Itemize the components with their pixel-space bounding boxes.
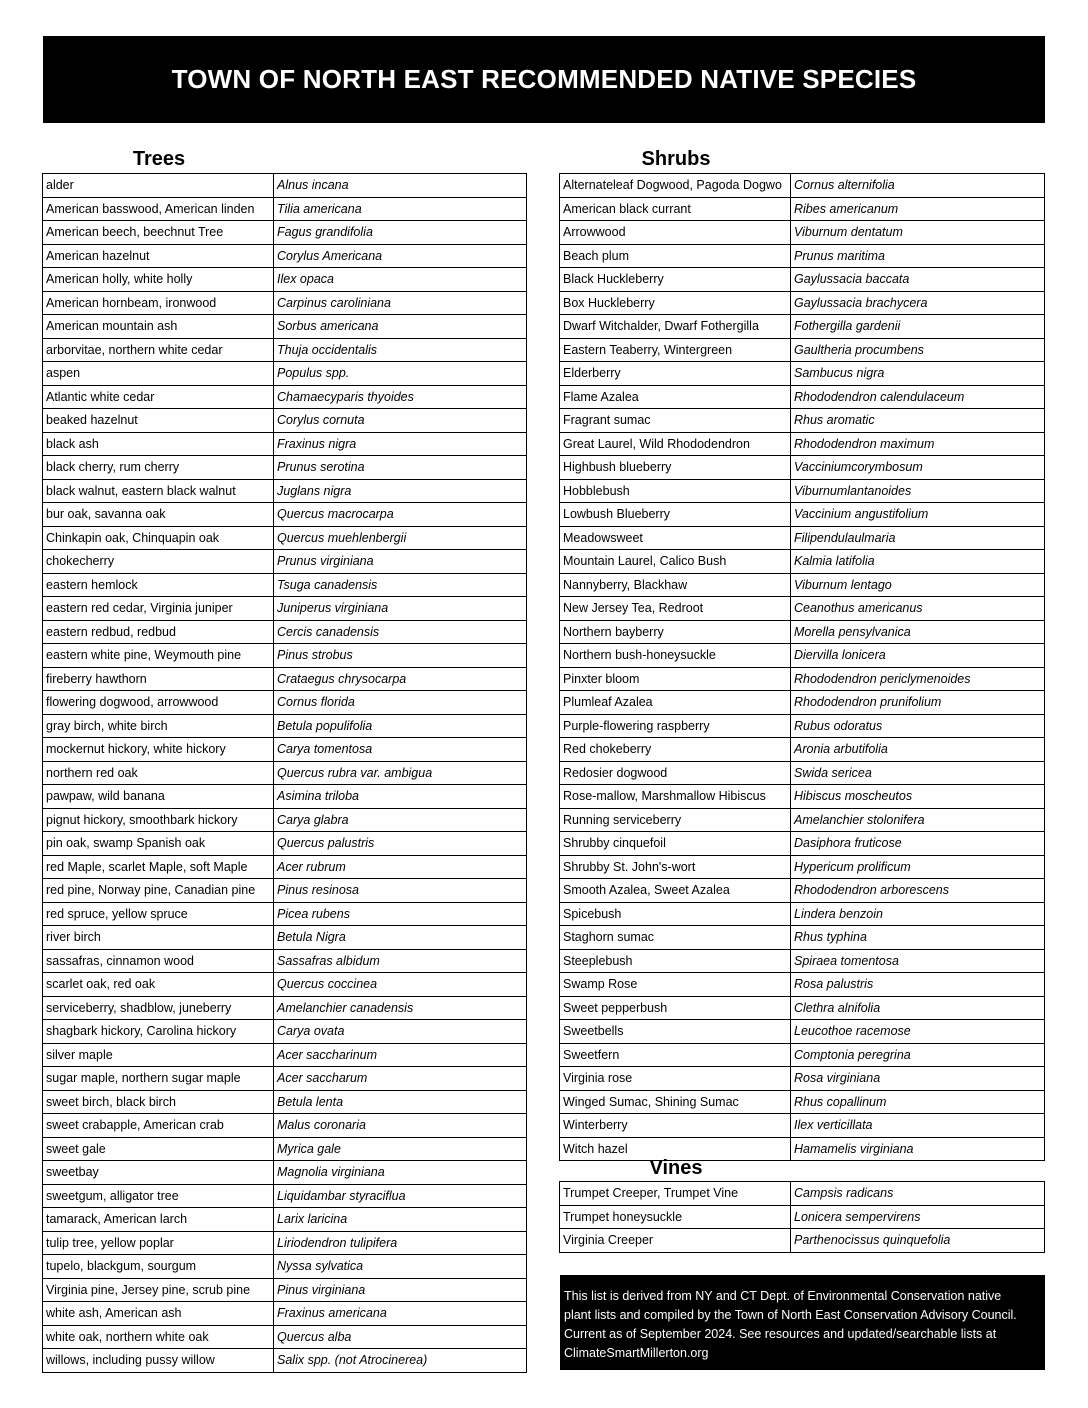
scientific-name: Fraxinus americana	[274, 1302, 527, 1326]
tree-row	[43, 691, 527, 715]
shrub-row	[560, 785, 1045, 809]
scientific-name: Juniperus virginiana	[274, 597, 527, 621]
note-line: plant lists and compiled by the Town of North East Conservation Advisory Council.	[564, 1308, 1017, 1322]
tree-row	[43, 291, 527, 315]
scientific-name: Corylus Americana	[274, 244, 527, 268]
scientific-name: Kalmia latifolia	[791, 550, 1045, 574]
scientific-name: Gaylussacia baccata	[791, 268, 1045, 292]
scientific-name: Rhododendron calendulaceum	[791, 385, 1045, 409]
shrub-row	[560, 949, 1045, 973]
common-name: sweetbay	[43, 1161, 274, 1185]
tree-row	[43, 1090, 527, 1114]
common-name: black walnut, eastern black walnut	[43, 479, 274, 503]
scientific-name: Rosa virginiana	[791, 1067, 1045, 1091]
scientific-name: Rubus odoratus	[791, 714, 1045, 738]
scientific-name: Campsis radicans	[791, 1182, 1045, 1206]
common-name: Elderberry	[560, 362, 791, 386]
scientific-name: Picea rubens	[274, 902, 527, 926]
common-name: sugar maple, northern sugar maple	[43, 1067, 274, 1091]
scientific-name: Fagus grandifolia	[274, 221, 527, 245]
scientific-name: Carya glabra	[274, 808, 527, 832]
tree-row	[43, 1349, 527, 1373]
tree-row	[43, 1020, 527, 1044]
shrub-row	[560, 526, 1045, 550]
scientific-name: Diervilla lonicera	[791, 644, 1045, 668]
shrub-row	[560, 691, 1045, 715]
tree-row	[43, 432, 527, 456]
shrub-row	[560, 1020, 1045, 1044]
common-name: chokecherry	[43, 550, 274, 574]
common-name: Box Huckleberry	[560, 291, 791, 315]
common-name: red spruce, yellow spruce	[43, 902, 274, 926]
common-name: Atlantic white cedar	[43, 385, 274, 409]
common-name: white ash, American ash	[43, 1302, 274, 1326]
common-name: Lowbush Blueberry	[560, 503, 791, 527]
common-name: eastern redbud, redbud	[43, 620, 274, 644]
common-name: Smooth Azalea, Sweet Azalea	[560, 879, 791, 903]
scientific-name: Dasiphora fruticose	[791, 832, 1045, 856]
tree-row	[43, 174, 527, 198]
common-name: Beach plum	[560, 244, 791, 268]
tree-row	[43, 761, 527, 785]
tree-row	[43, 526, 527, 550]
common-name: Winged Sumac, Shining Sumac	[560, 1090, 791, 1114]
common-name: Sweetbells	[560, 1020, 791, 1044]
tree-row	[43, 221, 527, 245]
common-name: American holly, white holly	[43, 268, 274, 292]
scientific-name: Hypericum prolificum	[791, 855, 1045, 879]
common-name: Nannyberry, Blackhaw	[560, 573, 791, 597]
shrub-row	[560, 432, 1045, 456]
note-line: This list is derived from NY and CT Dept. of Environmental Conservation native	[564, 1289, 1002, 1303]
tree-row	[43, 902, 527, 926]
scientific-name: Prunus virginiana	[274, 550, 527, 574]
shrub-row	[560, 221, 1045, 245]
tree-row	[43, 409, 527, 433]
common-name: willows, including pussy willow	[43, 1349, 274, 1373]
scientific-name: Prunus maritima	[791, 244, 1045, 268]
tree-row	[43, 738, 527, 762]
scientific-name: Comptonia peregrina	[791, 1043, 1045, 1067]
scientific-name: Rhus typhina	[791, 926, 1045, 950]
tree-row	[43, 926, 527, 950]
scientific-name: Ribes americanum	[791, 197, 1045, 221]
common-name: aspen	[43, 362, 274, 386]
common-name: Trumpet Creeper, Trumpet Vine	[560, 1182, 791, 1206]
tree-row	[43, 1067, 527, 1091]
common-name: Pinxter bloom	[560, 667, 791, 691]
scientific-name: Prunus serotina	[274, 456, 527, 480]
common-name: serviceberry, shadblow, juneberry	[43, 996, 274, 1020]
shrub-row	[560, 197, 1045, 221]
shrub-row	[560, 1067, 1045, 1091]
shrub-row	[560, 338, 1045, 362]
common-name: flowering dogwood, arrowwood	[43, 691, 274, 715]
scientific-name: Morella pensylvanica	[791, 620, 1045, 644]
common-name: Mountain Laurel, Calico Bush	[560, 550, 791, 574]
scientific-name: Acer saccharum	[274, 1067, 527, 1091]
tree-row	[43, 1114, 527, 1138]
shrub-row	[560, 409, 1045, 433]
common-name: alder	[43, 174, 274, 198]
scientific-name: Ilex verticillata	[791, 1114, 1045, 1138]
shrub-row	[560, 550, 1045, 574]
common-name: bur oak, savanna oak	[43, 503, 274, 527]
common-name: silver maple	[43, 1043, 274, 1067]
scientific-name: Salix spp. (not Atrocinerea)	[274, 1349, 527, 1373]
scientific-name: Fraxinus nigra	[274, 432, 527, 456]
vines-table	[559, 1181, 1045, 1253]
tree-row	[43, 667, 527, 691]
scientific-name: Juglans nigra	[274, 479, 527, 503]
scientific-name: Rhododendron maximum	[791, 432, 1045, 456]
scientific-name: Sambucus nigra	[791, 362, 1045, 386]
common-name: Purple-flowering raspberry	[560, 714, 791, 738]
common-name: mockernut hickory, white hickory	[43, 738, 274, 762]
common-name: Running serviceberry	[560, 808, 791, 832]
shrub-row	[560, 573, 1045, 597]
scientific-name: Sassafras albidum	[274, 949, 527, 973]
trees-heading: Trees	[132, 148, 186, 170]
common-name: scarlet oak, red oak	[43, 973, 274, 997]
scientific-name: Rhododendron prunifolium	[791, 691, 1045, 715]
scientific-name: Asimina triloba	[274, 785, 527, 809]
shrub-row	[560, 503, 1045, 527]
common-name: fireberry hawthorn	[43, 667, 274, 691]
tree-row	[43, 315, 527, 339]
scientific-name: Nyssa sylvatica	[274, 1255, 527, 1279]
scientific-name: Rhus aromatic	[791, 409, 1045, 433]
source-note	[560, 1275, 1045, 1370]
tree-row	[43, 550, 527, 574]
scientific-name: Rhododendron periclymenoides	[791, 667, 1045, 691]
tree-row	[43, 879, 527, 903]
tree-row	[43, 1231, 527, 1255]
common-name: Meadowsweet	[560, 526, 791, 550]
shrub-row	[560, 714, 1045, 738]
scientific-name: Cornus florida	[274, 691, 527, 715]
scientific-name: Alnus incana	[274, 174, 527, 198]
vine-row	[560, 1182, 1045, 1206]
common-name: Virginia rose	[560, 1067, 791, 1091]
shrub-row	[560, 244, 1045, 268]
tree-row	[43, 644, 527, 668]
scientific-name: Quercus macrocarpa	[274, 503, 527, 527]
scientific-name: Clethra alnifolia	[791, 996, 1045, 1020]
scientific-name: Acer saccharinum	[274, 1043, 527, 1067]
shrub-row	[560, 1114, 1045, 1138]
common-name: Alternateleaf Dogwood, Pagoda Dogwo	[560, 174, 791, 198]
scientific-name: Pinus resinosa	[274, 879, 527, 903]
scientific-name: Hibiscus moscheutos	[791, 785, 1045, 809]
tree-row	[43, 785, 527, 809]
common-name: northern red oak	[43, 761, 274, 785]
common-name: gray birch, white birch	[43, 714, 274, 738]
scientific-name: Rosa palustris	[791, 973, 1045, 997]
tree-row	[43, 1278, 527, 1302]
tree-row	[43, 808, 527, 832]
common-name: sweet gale	[43, 1137, 274, 1161]
scientific-name: Filipendulaulmaria	[791, 526, 1045, 550]
common-name: black ash	[43, 432, 274, 456]
common-name: beaked hazelnut	[43, 409, 274, 433]
scientific-name: Liquidambar styraciflua	[274, 1184, 527, 1208]
common-name: Northern bayberry	[560, 620, 791, 644]
shrub-row	[560, 973, 1045, 997]
common-name: Rose-mallow, Marshmallow Hibiscus	[560, 785, 791, 809]
scientific-name: Carya ovata	[274, 1020, 527, 1044]
shrub-row	[560, 644, 1045, 668]
scientific-name: Myrica gale	[274, 1137, 527, 1161]
common-name: sassafras, cinnamon wood	[43, 949, 274, 973]
scientific-name: Betula Nigra	[274, 926, 527, 950]
common-name: Flame Azalea	[560, 385, 791, 409]
common-name: tupelo, blackgum, sourgum	[43, 1255, 274, 1279]
shrub-row	[560, 1043, 1045, 1067]
tree-row	[43, 1208, 527, 1232]
tree-row	[43, 1161, 527, 1185]
common-name: red pine, Norway pine, Canadian pine	[43, 879, 274, 903]
common-name: Trumpet honeysuckle	[560, 1205, 791, 1229]
tree-row	[43, 832, 527, 856]
common-name: eastern hemlock	[43, 573, 274, 597]
common-name: American hornbeam, ironwood	[43, 291, 274, 315]
scientific-name: Viburnumlantanoides	[791, 479, 1045, 503]
tree-row	[43, 1043, 527, 1067]
shrub-row	[560, 996, 1045, 1020]
common-name: sweet birch, black birch	[43, 1090, 274, 1114]
tree-row	[43, 714, 527, 738]
tree-row	[43, 1325, 527, 1349]
tree-row	[43, 503, 527, 527]
tree-row	[43, 244, 527, 268]
scientific-name: Quercus muehlenbergii	[274, 526, 527, 550]
scientific-name: Viburnum lentago	[791, 573, 1045, 597]
scientific-name: Crataegus chrysocarpa	[274, 667, 527, 691]
common-name: American hazelnut	[43, 244, 274, 268]
common-name: eastern white pine, Weymouth pine	[43, 644, 274, 668]
scientific-name: Pinus strobus	[274, 644, 527, 668]
shrub-row	[560, 832, 1045, 856]
common-name: Highbush blueberry	[560, 456, 791, 480]
trees-table	[42, 173, 527, 1373]
scientific-name: Quercus alba	[274, 1325, 527, 1349]
common-name: Virginia Creeper	[560, 1229, 791, 1253]
scientific-name: Thuja occidentalis	[274, 338, 527, 362]
common-name: Fragrant sumac	[560, 409, 791, 433]
tree-row	[43, 973, 527, 997]
scientific-name: Vaccinium angustifolium	[791, 503, 1045, 527]
scientific-name: Corylus cornuta	[274, 409, 527, 433]
scientific-name: Larix laricina	[274, 1208, 527, 1232]
scientific-name: Amelanchier stolonifera	[791, 808, 1045, 832]
scientific-name: Lindera benzoin	[791, 902, 1045, 926]
scientific-name: Betula populifolia	[274, 714, 527, 738]
scientific-name: Betula lenta	[274, 1090, 527, 1114]
common-name: Staghorn sumac	[560, 926, 791, 950]
shrub-row	[560, 761, 1045, 785]
shrub-row	[560, 1090, 1045, 1114]
common-name: river birch	[43, 926, 274, 950]
common-name: Redosier dogwood	[560, 761, 791, 785]
scientific-name: Quercus palustris	[274, 832, 527, 856]
common-name: Virginia pine, Jersey pine, scrub pine	[43, 1278, 274, 1302]
common-name: Chinkapin oak, Chinquapin oak	[43, 526, 274, 550]
scientific-name: Swida sericea	[791, 761, 1045, 785]
tree-row	[43, 385, 527, 409]
shrub-row	[560, 597, 1045, 621]
scientific-name: Sorbus americana	[274, 315, 527, 339]
common-name: Black Huckleberry	[560, 268, 791, 292]
tree-row	[43, 573, 527, 597]
scientific-name: Leucothoe racemose	[791, 1020, 1045, 1044]
tree-row	[43, 855, 527, 879]
scientific-name: Ilex opaca	[274, 268, 527, 292]
common-name: pin oak, swamp Spanish oak	[43, 832, 274, 856]
scientific-name: Populus spp.	[274, 362, 527, 386]
shrub-row	[560, 738, 1045, 762]
shrub-row	[560, 385, 1045, 409]
shrub-row	[560, 479, 1045, 503]
scientific-name: Viburnum dentatum	[791, 221, 1045, 245]
common-name: arborvitae, northern white cedar	[43, 338, 274, 362]
scientific-name: Fothergilla gardenii	[791, 315, 1045, 339]
scientific-name: Hamamelis virginiana	[791, 1137, 1045, 1161]
common-name: Swamp Rose	[560, 973, 791, 997]
scientific-name: Carya tomentosa	[274, 738, 527, 762]
vine-row	[560, 1205, 1045, 1229]
tree-row	[43, 338, 527, 362]
scientific-name: Pinus virginiana	[274, 1278, 527, 1302]
common-name: sweet crabapple, American crab	[43, 1114, 274, 1138]
common-name: tulip tree, yellow poplar	[43, 1231, 274, 1255]
note-line: Current as of September 2024. See resources and updated/searchable lists at	[564, 1327, 997, 1341]
common-name: tamarack, American larch	[43, 1208, 274, 1232]
common-name: American beech, beechnut Tree	[43, 221, 274, 245]
shrubs-table	[559, 173, 1045, 1161]
tree-row	[43, 1302, 527, 1326]
common-name: sweetgum, alligator tree	[43, 1184, 274, 1208]
common-name: Plumleaf Azalea	[560, 691, 791, 715]
common-name: Dwarf Witchalder, Dwarf Fothergilla	[560, 315, 791, 339]
tree-row	[43, 1184, 527, 1208]
common-name: Red chokeberry	[560, 738, 791, 762]
common-name: pawpaw, wild banana	[43, 785, 274, 809]
scientific-name: Magnolia virginiana	[274, 1161, 527, 1185]
tree-row	[43, 1137, 527, 1161]
shrub-row	[560, 855, 1045, 879]
tree-row	[43, 197, 527, 221]
common-name: New Jersey Tea, Redroot	[560, 597, 791, 621]
scientific-name: Vacciniumcorymbosum	[791, 456, 1045, 480]
common-name: American mountain ash	[43, 315, 274, 339]
scientific-name: Tsuga canadensis	[274, 573, 527, 597]
shrub-row	[560, 879, 1045, 903]
common-name: Arrowwood	[560, 221, 791, 245]
common-name: Witch hazel	[560, 1137, 791, 1161]
tree-row	[43, 456, 527, 480]
scientific-name: Amelanchier canadensis	[274, 996, 527, 1020]
tree-row	[43, 949, 527, 973]
scientific-name: Parthenocissus quinquefolia	[791, 1229, 1045, 1253]
shrub-row	[560, 291, 1045, 315]
scientific-name: Liriodendron tulipifera	[274, 1231, 527, 1255]
shrub-row	[560, 315, 1045, 339]
scientific-name: Acer rubrum	[274, 855, 527, 879]
scientific-name: Rhododendron arborescens	[791, 879, 1045, 903]
shrub-row	[560, 926, 1045, 950]
page-title: TOWN OF NORTH EAST RECOMMENDED NATIVE SPECIES	[43, 36, 1045, 123]
shrub-row	[560, 456, 1045, 480]
scientific-name: Malus coronaria	[274, 1114, 527, 1138]
common-name: Sweetfern	[560, 1043, 791, 1067]
shrub-row	[560, 174, 1045, 198]
shrub-row	[560, 362, 1045, 386]
scientific-name: Quercus coccinea	[274, 973, 527, 997]
common-name: white oak, northern white oak	[43, 1325, 274, 1349]
tree-row	[43, 597, 527, 621]
vines-heading: Vines	[649, 1157, 703, 1179]
shrub-row	[560, 667, 1045, 691]
tree-row	[43, 362, 527, 386]
scientific-name: Lonicera sempervirens	[791, 1205, 1045, 1229]
scientific-name: Tilia americana	[274, 197, 527, 221]
scientific-name: Spiraea tomentosa	[791, 949, 1045, 973]
shrub-row	[560, 620, 1045, 644]
common-name: red Maple, scarlet Maple, soft Maple	[43, 855, 274, 879]
common-name: pignut hickory, smoothbark hickory	[43, 808, 274, 832]
tree-row	[43, 620, 527, 644]
shrubs-heading: Shrubs	[641, 148, 711, 170]
tree-row	[43, 479, 527, 503]
shrub-row	[560, 902, 1045, 926]
common-name: Winterberry	[560, 1114, 791, 1138]
common-name: eastern red cedar, Virginia juniper	[43, 597, 274, 621]
common-name: Northern bush-honeysuckle	[560, 644, 791, 668]
scientific-name: Cornus alternifolia	[791, 174, 1045, 198]
common-name: Steeplebush	[560, 949, 791, 973]
scientific-name: Carpinus caroliniana	[274, 291, 527, 315]
scientific-name: Quercus rubra var. ambigua	[274, 761, 527, 785]
common-name: shagbark hickory, Carolina hickory	[43, 1020, 274, 1044]
common-name: Sweet pepperbush	[560, 996, 791, 1020]
vine-row	[560, 1229, 1045, 1253]
common-name: Shrubby cinquefoil	[560, 832, 791, 856]
common-name: Shrubby St. John's-wort	[560, 855, 791, 879]
scientific-name: Ceanothus americanus	[791, 597, 1045, 621]
scientific-name: Gaultheria procumbens	[791, 338, 1045, 362]
scientific-name: Gaylussacia brachycera	[791, 291, 1045, 315]
scientific-name: Aronia arbutifolia	[791, 738, 1045, 762]
note-line: ClimateSmartMillerton.org	[564, 1346, 709, 1360]
common-name: American black currant	[560, 197, 791, 221]
tree-row	[43, 268, 527, 292]
common-name: Spicebush	[560, 902, 791, 926]
scientific-name: Chamaecyparis thyoides	[274, 385, 527, 409]
common-name: Eastern Teaberry, Wintergreen	[560, 338, 791, 362]
common-name: American basswood, American linden	[43, 197, 274, 221]
common-name: Hobblebush	[560, 479, 791, 503]
shrub-row	[560, 268, 1045, 292]
common-name: black cherry, rum cherry	[43, 456, 274, 480]
common-name: Great Laurel, Wild Rhododendron	[560, 432, 791, 456]
shrub-row	[560, 808, 1045, 832]
scientific-name: Cercis canadensis	[274, 620, 527, 644]
tree-row	[43, 1255, 527, 1279]
scientific-name: Rhus copallinum	[791, 1090, 1045, 1114]
tree-row	[43, 996, 527, 1020]
